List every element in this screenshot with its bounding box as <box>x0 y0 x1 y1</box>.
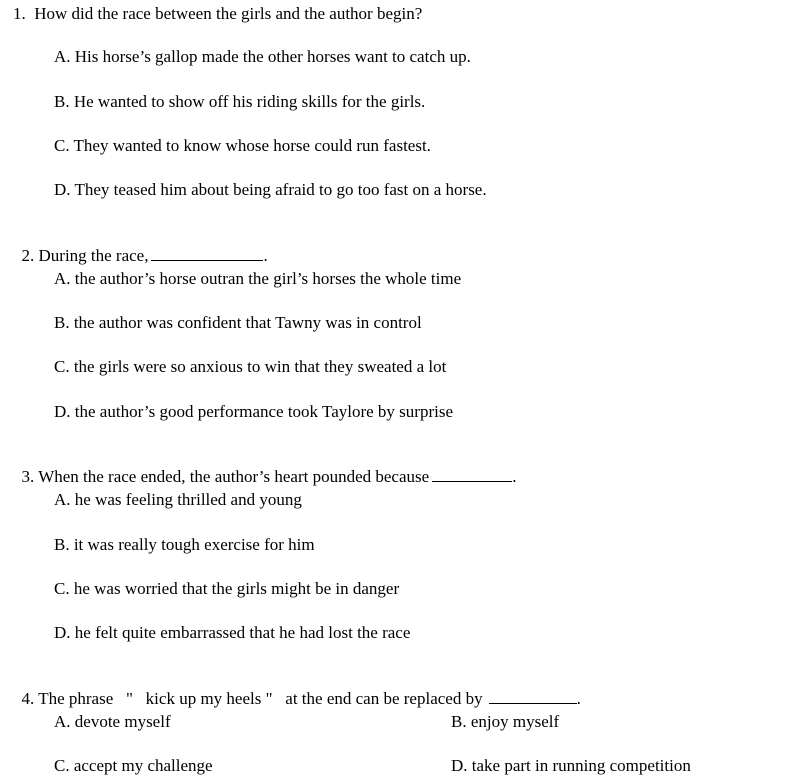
question-2-stem-text: 2. During the race, <box>21 246 149 265</box>
question-1-option-c[interactable]: C. They wanted to know whose horse could run fastest. <box>54 136 431 155</box>
question-2-option-d[interactable]: D. the author’s good performance took Taylore by surprise <box>54 402 453 421</box>
question-2-option-a[interactable]: A. the author’s horse outran the girl’s horses the whole time <box>54 269 462 288</box>
question-3-answer-blank[interactable] <box>432 466 512 482</box>
question-3-option-a[interactable]: A. he was feeling thrilled and young <box>54 490 302 509</box>
question-2-option-b[interactable]: B. the author was confident that Tawny was in control <box>54 313 422 332</box>
question-4-stem-text: 4. The phrase " kick up my heels " at the end can be replaced by <box>21 689 483 708</box>
question-3-stem-text: 3. When the race ended, the author’s heart pounded because <box>21 467 430 486</box>
question-4-option-a[interactable]: A. devote myself <box>54 712 171 731</box>
question-1-stem: 1. How did the race between the girls and the author begin? <box>13 4 423 23</box>
question-1-option-d[interactable]: D. They teased him about being afraid to go too fast on a horse. <box>54 180 487 199</box>
question-3-option-b[interactable]: B. it was really tough exercise for him <box>54 535 315 554</box>
question-4-option-c[interactable]: C. accept my challenge <box>54 756 213 775</box>
question-4-stem-end: . <box>576 689 581 708</box>
question-4-answer-blank[interactable] <box>489 688 577 704</box>
question-3-option-c[interactable]: C. he was worried that the girls might be in danger <box>54 579 400 598</box>
question-2-answer-blank[interactable] <box>151 245 263 261</box>
question-3-stem <box>13 446 516 487</box>
question-3-option-d[interactable]: D. he felt quite embarrassed that he had lost the race <box>54 623 411 642</box>
question-4-stem <box>13 668 581 709</box>
question-4-option-b[interactable]: B. enjoy myself <box>451 712 560 731</box>
question-3-stem-end: . <box>512 467 517 486</box>
question-2-option-c[interactable]: C. the girls were so anxious to win that they sweated a lot <box>54 357 447 376</box>
question-2-stem <box>13 225 268 266</box>
question-4-option-d[interactable]: D. take part in running competition <box>451 756 691 775</box>
question-1-option-b[interactable]: B. He wanted to show off his riding skills for the girls. <box>54 92 426 111</box>
question-2-stem-end: . <box>263 246 268 265</box>
question-1-option-a[interactable]: A. His horse’s gallop made the other horses want to catch up. <box>54 47 471 66</box>
